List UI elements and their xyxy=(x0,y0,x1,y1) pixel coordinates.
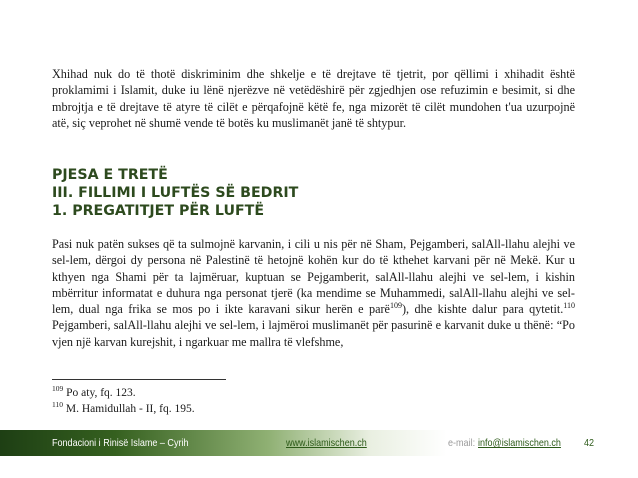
section-headings xyxy=(52,166,298,220)
footnotes xyxy=(52,385,195,417)
footnote-text: M. Hamidullah - II, fq. 195. xyxy=(62,403,195,415)
footnote-text: Po aty, fq. 123. xyxy=(63,387,136,399)
footnote-item xyxy=(52,385,195,401)
footer-email-link[interactable]: info@islamischen.ch xyxy=(478,437,561,449)
body-text-part-b: ), dhe kishte dalur para qytetit. xyxy=(401,302,564,317)
section-heading: 1. PREGATITJET PËR LUFTË xyxy=(52,203,265,219)
footer-email-label: e-mail: xyxy=(448,437,476,449)
page-footer xyxy=(0,430,638,456)
body-text-part-c: Pejgamberi, salAll-llahu alejhi ve sel-lem, i lajmëroi muslimanët për pasurinë e karvanit duke u thënë: “Po vjen një karvan kurejshit, i ngarkuar me mallra të vlefshme, xyxy=(52,318,575,349)
part-heading: PJESA E TRETË xyxy=(52,167,168,183)
footer-website-link[interactable]: www.islamischen.ch xyxy=(286,437,367,449)
footnote-ref-110[interactable]: 110 xyxy=(563,301,575,311)
footnote-item xyxy=(52,401,195,417)
chapter-heading: III. FILLIMI I LUFTËS SË BEDRIT xyxy=(52,185,299,201)
footnote-number: 110 xyxy=(52,400,63,410)
footer-organization: Fondacioni i Rinisë Islame – Cyrih xyxy=(52,437,189,449)
body-text-part-a: Pasi nuk patën sukses që ta sulmojnë karvanin, i cili u nis për në Sham, Pejgamberi, salAll-llahu alejhi ve sel-lem, dërgoi dy persona në Palestinë të hetojnë kohën kur do të kthehet karvani për në Mekë. Kur u kthyen nga Shami për ta lajmëruar, kuptuan se Pejgamberit, salAll-llahu alejhi ve sel-lem, i kishin mbërritur informatat e duhura nga personat tjerë (ka mendime se Muhammedi, salAll-llahu alejhi ve sel-lem, dual nga frika se mos po i ikte karavani sikur herën e parë xyxy=(52,237,575,317)
footnote-divider xyxy=(52,379,226,380)
page-number: 42 xyxy=(584,437,595,449)
footnote-ref-109[interactable]: 109 xyxy=(389,301,402,311)
intro-paragraph: Xhihad nuk do të thotë diskriminim dhe shkelje e të drejtave të tjetrit, por qëllimi i xhihadit është proklamimi i Islamit, duke iu lënë njerëzve në vetëdëshirë për zgjedhjen ose refuzimin e besimit, si dhe mbrojtja e të drejtave të atyre të cilët e përqafojnë këtë fe, nga mizorët të cilët mundohen t'ua uzurpojnë atë, siç veprohet në shumë vende të botës ku muslimanët janë të shtypur. xyxy=(52,67,575,130)
footnote-number: 109 xyxy=(52,384,64,394)
body-paragraph xyxy=(52,236,575,350)
